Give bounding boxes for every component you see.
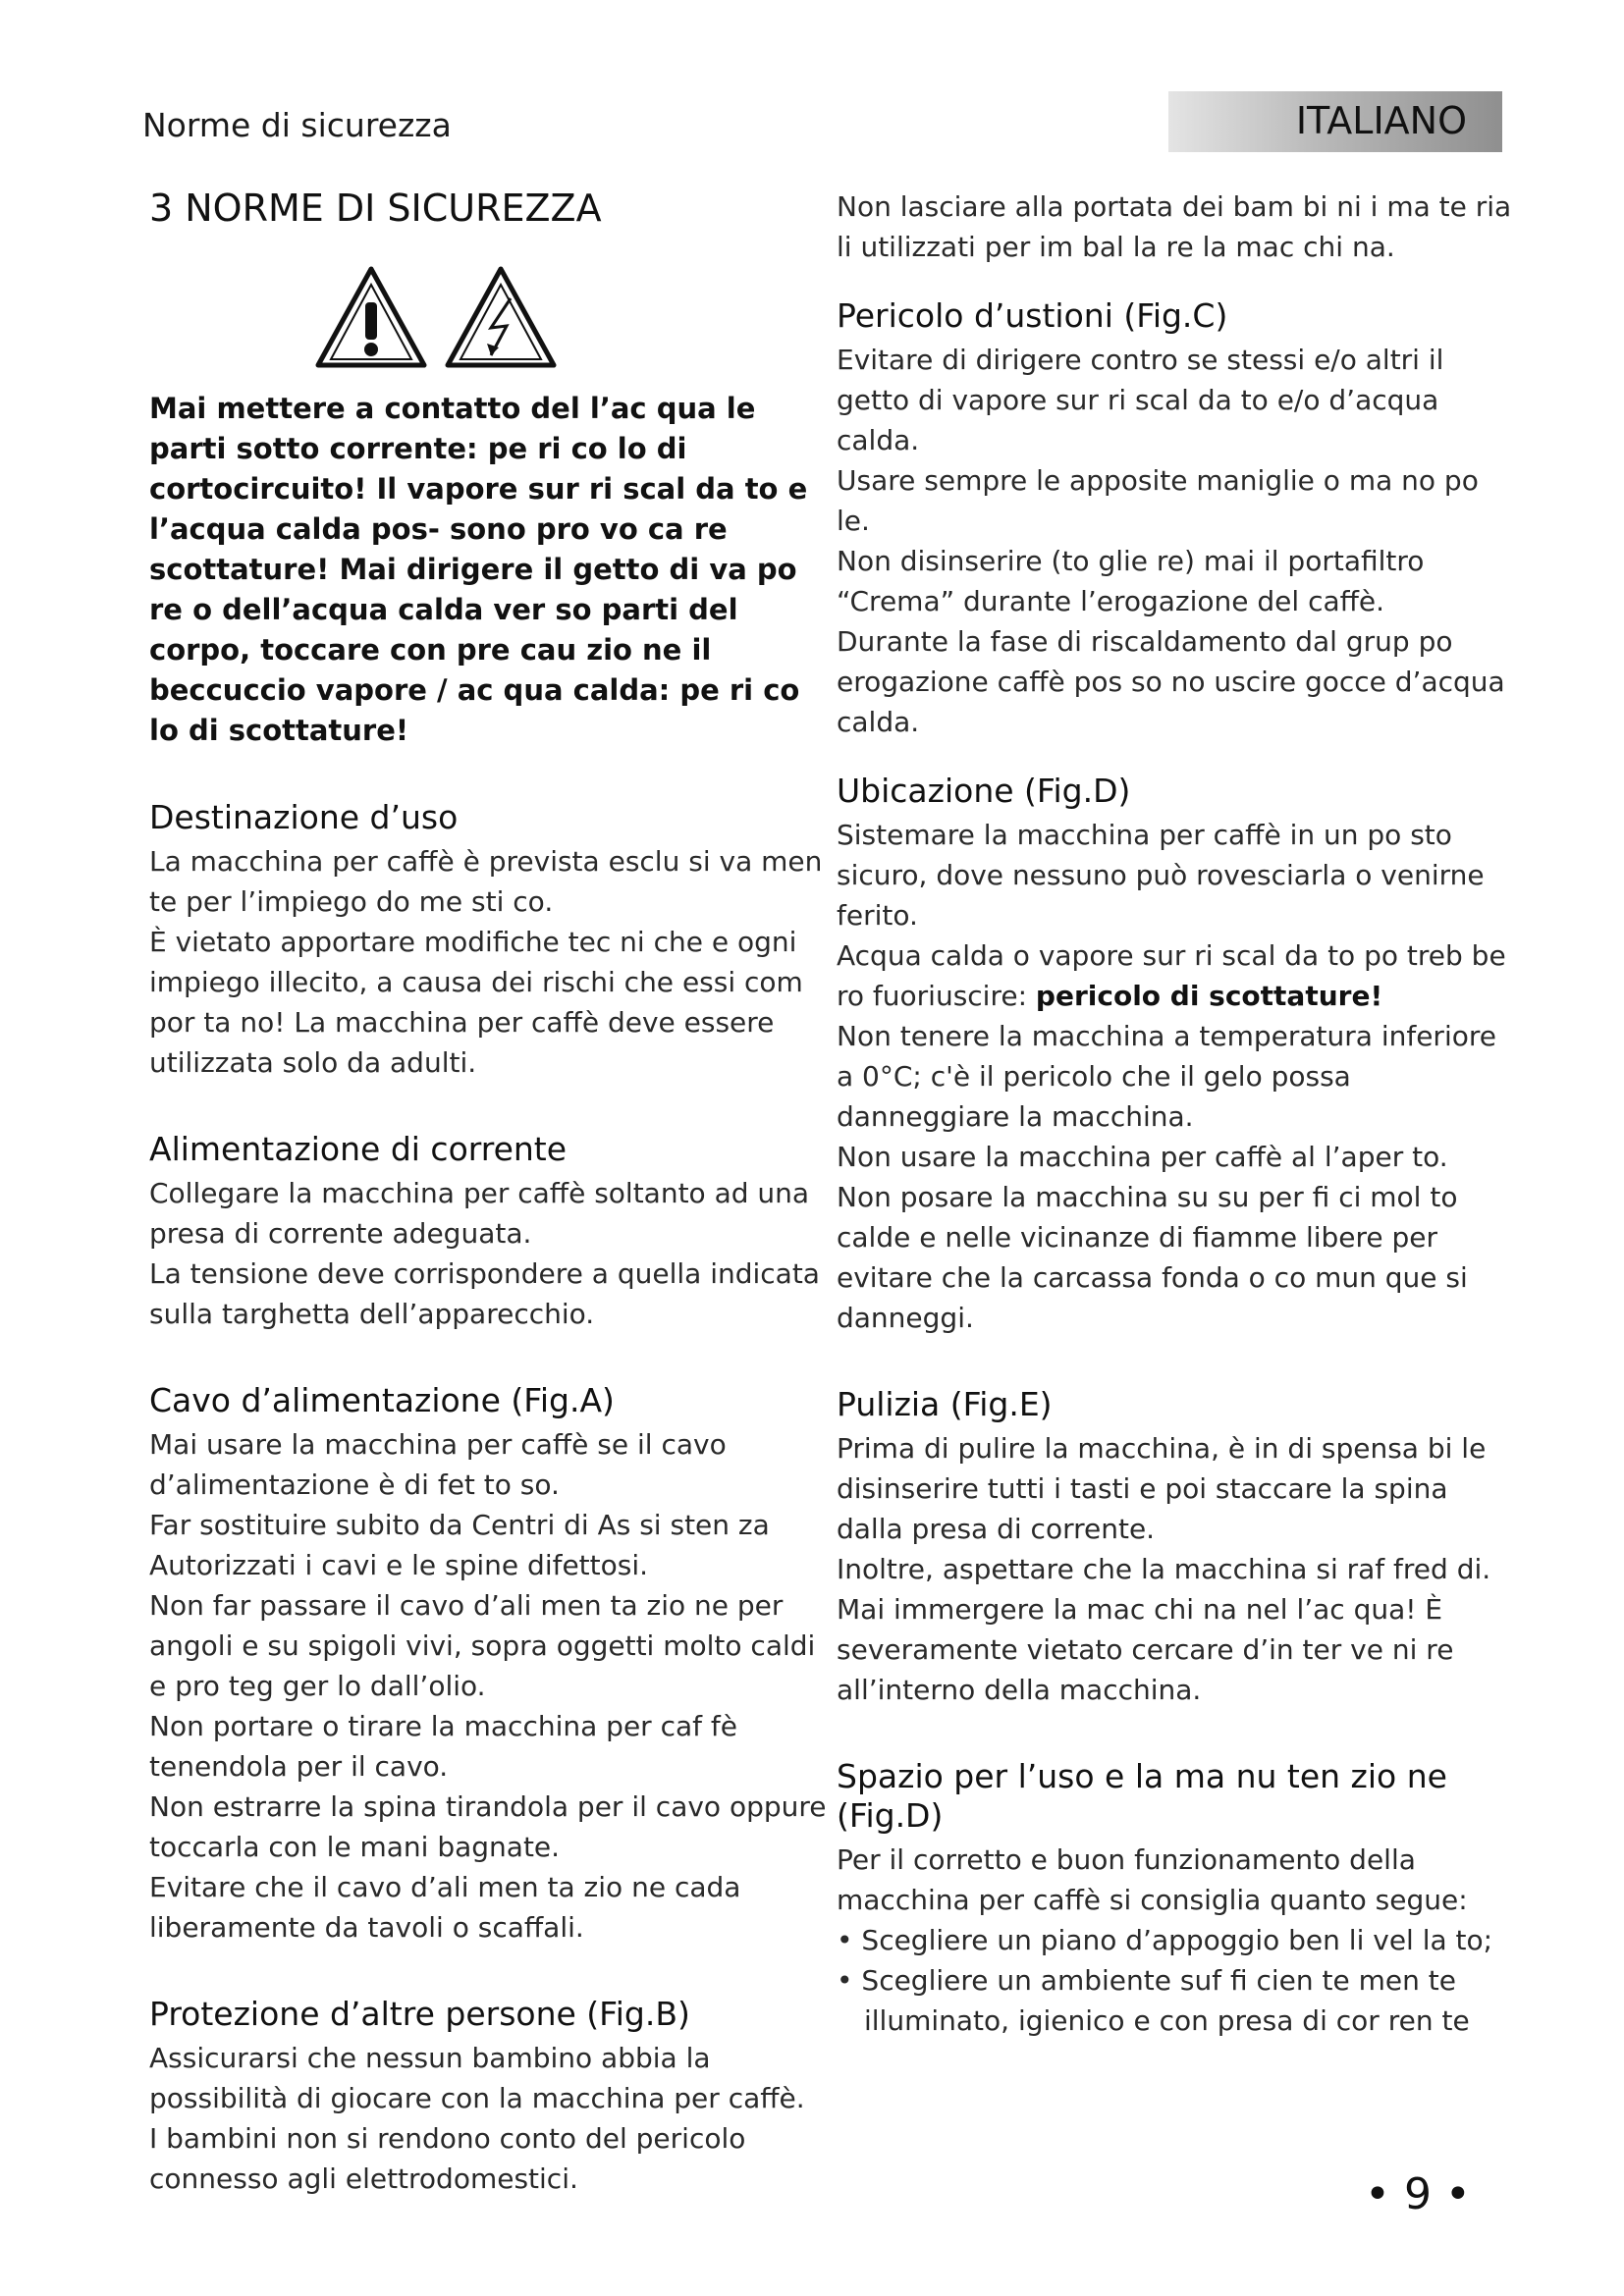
- paragraph: Per il corretto e buon funzionamento della macchina per caffè si consiglia quanto segue:: [837, 1843, 1468, 1916]
- paragraph: Non posare la macchina su su per fi ci mol to calde e nelle vicinanze di fiamme libere per evitare che la carcassa fonda o co mun que si danneggi.: [837, 1181, 1468, 1334]
- paragraph: Mai usare la macchina per caffè se il cavo d’alimentazione è di fet to so.: [149, 1428, 727, 1501]
- paragraph: Inoltre, aspettare che la macchina si raf fred di.: [837, 1553, 1491, 1585]
- paragraph: [837, 935, 1514, 1016]
- paragraph: Non portare o tirare la macchina per caf fè tenendola per il cavo.: [149, 1710, 737, 1783]
- paragraph: I bambini non si rendono conto del pericolo connesso agli elettrodomestici.: [149, 2122, 746, 2195]
- list-item: • Scegliere un piano d’appoggio ben li vel la to;: [837, 1924, 1493, 1956]
- running-header: Norme di sicurezza: [142, 106, 452, 144]
- heading-power-cable: Cavo d’alimentazione (Fig.A): [149, 1381, 615, 1419]
- paragraph: Assicurarsi che nessun bambino abbia la possibilità di giocare con la macchina per caffè.: [149, 2042, 805, 2114]
- paragraph: Usare sempre le apposite maniglie o ma no po le.: [837, 464, 1479, 537]
- paragraph: Evitare di dirigere contro se stessi e/o altri il getto di vapore sur ri scal da to e/o d’acqua calda.: [837, 344, 1444, 456]
- list-item: • Scegliere un ambiente suf fi cien te men te illuminato, igienico e con presa di cor ren te: [837, 1964, 1470, 2037]
- bold-warning: pericolo di scottature!: [1035, 980, 1383, 1012]
- paragraph: È vietato apportare modifiche tec ni che e ogni impiego illecito, a causa dei rischi che essi com por ta no! La macchina per caffè deve essere utilizzata solo da adulti.: [149, 926, 803, 1079]
- paragraph: Collegare la macchina per caffè soltanto ad una presa di corrente adeguata.: [149, 1177, 810, 1250]
- paragraph: Non far passare il cavo d’ali men ta zio ne per angoli e su spigoli vivi, sopra oggetti molto caldi e pro teg ger lo dall’olio.: [149, 1589, 816, 1702]
- paragraph: Evitare che il cavo d’ali men ta zio ne cada liberamente da tavoli o scaffali.: [149, 1871, 741, 1944]
- right-column: [837, 187, 1514, 2041]
- paragraph: Sistemare la macchina per caffè in un po sto sicuro, dove nessuno può rovesciarla o venirne ferito.: [837, 819, 1485, 932]
- warning-icons: [312, 263, 568, 381]
- warning-text: Mai mettere a contatto del l’ac qua le parti sotto corrente: pe ri co lo di cortocircuito! Il vapore sur ri scal da to e l’acqua calda pos- sono pro vo ca re scottature! Mai dirigere il getto di va po re o dell’acqua calda ver so parti del corpo, toccare con pre cau zio ne il beccuccio vapore / ac qua calda: pe ri co lo di scottature!: [149, 392, 808, 747]
- heading-space: Spazio per l’uso e la ma nu ten zio ne (Fig.D): [837, 1757, 1447, 1835]
- language-tab: [1168, 91, 1502, 152]
- heading-protection-others: Protezione d’altre persone (Fig.B): [149, 1995, 690, 2033]
- paragraph: Mai immergere la mac chi na nel l’ac qua! È severamente vietato cercare d’in ter ve ni re all’interno della macchina.: [837, 1593, 1454, 1706]
- paragraph: La macchina per caffè è prevista esclu si va men te per l’impiego do me sti co.: [149, 845, 823, 918]
- paragraph: La tensione deve corrispondere a quella indicata sulla targhetta dell’apparecchio.: [149, 1257, 820, 1330]
- language-label: ITALIANO: [1295, 99, 1467, 142]
- electric-shock-warning-icon: [448, 269, 554, 365]
- paragraph: Prima di pulire la macchina, è in di spensa bi le disinserire tutti i tasti e poi staccare la spina dalla presa di corrente.: [837, 1432, 1487, 1545]
- page-number: • 9 •: [1365, 2169, 1471, 2219]
- paragraph: Non usare la macchina per caffè al l’aper to.: [837, 1141, 1448, 1173]
- heading-burn-hazard: Pericolo d’ustioni (Fig.C): [837, 296, 1228, 335]
- left-column: [149, 187, 827, 2199]
- paragraph: Far sostituire subito da Centri di As si sten za Autorizzati i cavi e le spine difettosi.: [149, 1509, 770, 1581]
- heading-power-supply: Alimentazione di corrente: [149, 1130, 568, 1168]
- paragraph: Durante la fase di riscaldamento dal grup po erogazione caffè pos so no uscire gocce d’acqua calda.: [837, 625, 1505, 738]
- paragraph: Non tenere la macchina a temperatura inferiore a 0°C; c'è il pericolo che il gelo possa danneggiare la macchina.: [837, 1020, 1496, 1133]
- page-title: 3 NORME DI SICUREZZA: [149, 187, 602, 230]
- heading-location: Ubicazione (Fig.D): [837, 772, 1131, 810]
- heading-intended-use: Destinazione d’uso: [149, 798, 459, 836]
- heading-cleaning: Pulizia (Fig.E): [837, 1385, 1053, 1423]
- paragraph: Non estrarre la spina tirandola per il cavo oppure toccarla con le mani bagnate.: [149, 1790, 827, 1863]
- paragraph: Non lasciare alla portata dei bam bi ni i ma te ria li utilizzati per im bal la re la mac chi na.: [837, 190, 1512, 263]
- text-span: Acqua calda o vapore sur ri scal da to po treb be ro fuoriuscire:: [837, 939, 1506, 1012]
- warning-triangle-icon: [318, 269, 424, 365]
- paragraph: Non disinserire (to glie re) mai il portafiltro “Crema” durante l’erogazione del caffè.: [837, 545, 1425, 617]
